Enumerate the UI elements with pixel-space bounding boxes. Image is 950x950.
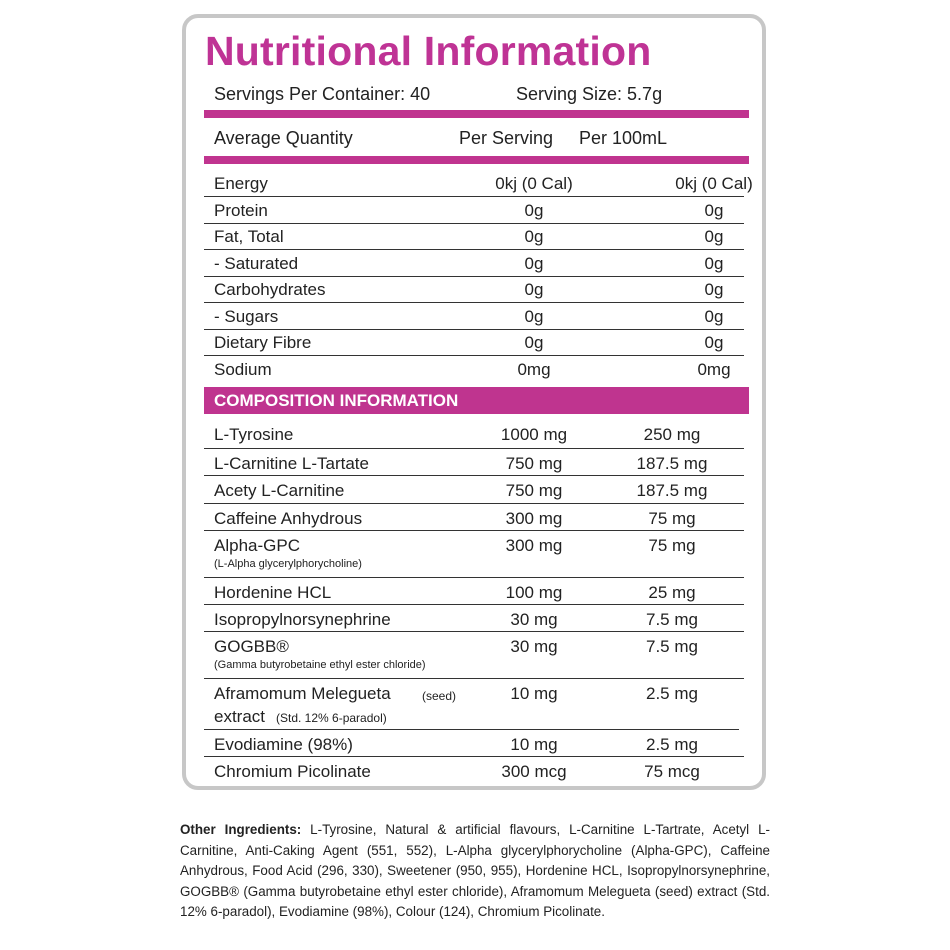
ingredient-name-suffix: (seed) — [422, 689, 457, 703]
other-ingredients-text: L-Tyrosine, Natural & artificial flavours, L-Carnitine L-Tartrate, Acetyl L-Carnitine, Anti-Caking Agent (551, 552), L-Alpha glycerylphorycholine (Alpha-GPC), Caffeine Anhydrous, Food Acid (296, 330), Sweetener (950, 955), Hordenine HCL, Isopropylnorsynephrine, GOGBB® (Gamma butyrobetaine ethyl ester chloride), Aframomum Melegueta (seed) extract (Std. 12% 6-paradol), Evodiamine (98%), Colour (124), Chromium Picolinate. — [180, 822, 770, 920]
ingredient-name: Evodiamine (98%) — [214, 735, 353, 754]
ingredient-name: Chromium Picolinate — [214, 762, 371, 781]
ingredient-name: Alpha-GPC — [214, 536, 300, 555]
nutrition-row — [204, 303, 744, 330]
per-serving-value: 0g — [524, 333, 544, 352]
header-per-serving: Per Serving — [459, 128, 554, 148]
per-serving-value: 0g — [524, 201, 544, 220]
per-serving-value: 0g — [524, 280, 544, 299]
composition-header: COMPOSITION INFORMATION — [204, 387, 749, 414]
ingredient-subtitle: (L-Alpha glycerylphorycholine) — [214, 558, 362, 570]
nutrition-row — [204, 197, 744, 224]
ingredient-name: L-Carnitine L-Tartate — [214, 454, 369, 473]
nutrient-name: Energy — [214, 174, 268, 193]
composition-row — [204, 476, 744, 504]
composition-row — [204, 504, 744, 531]
header-average-quantity: Average Quantity — [214, 128, 353, 148]
nutrition-row — [204, 223, 744, 250]
per-serving-value: 0mg — [517, 360, 551, 379]
per-100ml-value: 0g — [704, 307, 724, 326]
composition-row — [204, 605, 744, 632]
ingredient-name: Acety L-Carnitine — [214, 481, 345, 500]
per-100ml-value: 0g — [704, 280, 724, 299]
per-100ml-value: 7.5 mg — [646, 610, 698, 629]
per-serving-value: 750 mg — [505, 481, 563, 500]
per-serving-value: 100 mg — [505, 583, 563, 602]
per-serving-value: 300 mcg — [501, 762, 567, 781]
header-divider-top — [204, 110, 749, 118]
ingredient-name: Isopropylnorsynephrine — [214, 610, 391, 629]
header-divider-bottom — [204, 156, 749, 164]
serving-size: Serving Size: 5.7g — [516, 84, 663, 104]
per-100ml-value: 75 mcg — [644, 762, 700, 781]
per-100ml-value: 0g — [704, 254, 724, 273]
per-serving-value: 1000 mg — [500, 425, 568, 444]
servings-per-container: Servings Per Container: 40 — [214, 84, 431, 104]
header-per-100ml: Per 100mL — [579, 128, 668, 148]
nutrient-name: Protein — [214, 201, 268, 220]
ingredient-subtitle: (Gamma butyrobetaine ethyl ester chloride) — [214, 659, 426, 671]
nutrient-name: - Saturated — [214, 254, 299, 273]
ingredient-standardization: (Std. 12% 6-paradol) — [276, 711, 387, 725]
per-100ml-value: 187.5 mg — [636, 481, 708, 500]
per-100ml-value: 0g — [704, 201, 724, 220]
composition-row — [204, 632, 744, 679]
nutrient-name: Sodium — [214, 360, 272, 379]
ingredient-name: Hordenine HCL — [214, 583, 332, 602]
composition-row — [204, 730, 744, 757]
nutrition-row — [204, 276, 744, 303]
per-serving-value: 300 mg — [505, 536, 563, 555]
composition-row — [204, 449, 744, 476]
ingredient-name: Aframomum Melegueta — [214, 684, 391, 703]
composition-row — [204, 420, 744, 449]
per-100ml-value: 0kj (0 Cal) — [675, 174, 753, 193]
page-title: Nutritional Information — [205, 28, 652, 74]
nutrition-row — [204, 250, 744, 277]
per-100ml-value: 75 mg — [648, 536, 696, 555]
nutrition-row — [204, 170, 753, 197]
per-serving-value: 300 mg — [505, 509, 563, 528]
ingredient-name: L-Tyrosine — [214, 425, 294, 444]
nutrition-row — [204, 329, 744, 356]
per-100ml-value: 7.5 mg — [646, 637, 698, 656]
per-serving-value: 0g — [524, 254, 544, 273]
per-100ml-value: 25 mg — [648, 583, 696, 602]
per-100ml-value: 0g — [704, 333, 724, 352]
other-ingredients-label: Other Ingredients: — [180, 822, 302, 837]
nutrition-row — [204, 356, 744, 382]
per-serving-value: 0g — [524, 227, 544, 246]
ingredient-name: Caffeine Anhydrous — [214, 509, 363, 528]
nutrient-name: Fat, Total — [214, 227, 284, 246]
per-serving-value: 750 mg — [505, 454, 563, 473]
per-serving-value: 0kj (0 Cal) — [495, 174, 573, 193]
per-100ml-value: 0g — [704, 227, 724, 246]
per-serving-value: 30 mg — [510, 610, 558, 629]
composition-row — [204, 578, 744, 605]
per-100ml-value: 187.5 mg — [636, 454, 708, 473]
per-serving-value: 10 mg — [510, 684, 558, 703]
composition-row — [204, 757, 744, 785]
composition-row — [204, 531, 744, 578]
nutrient-name: Dietary Fibre — [214, 333, 312, 352]
per-100ml-value: 2.5 mg — [646, 735, 698, 754]
other-ingredients — [180, 820, 770, 923]
nutrient-name: - Sugars — [214, 307, 279, 326]
per-serving-value: 10 mg — [510, 735, 558, 754]
per-100ml-value: 250 mg — [643, 425, 701, 444]
per-serving-value: 30 mg — [510, 637, 558, 656]
per-100ml-value: 2.5 mg — [646, 684, 698, 703]
per-100ml-value: 75 mg — [648, 509, 696, 528]
composition-row — [204, 679, 739, 730]
nutrient-name: Carbohydrates — [214, 280, 326, 299]
ingredient-name: GOGBB® — [214, 637, 289, 656]
ingredient-name-line2: extract — [214, 707, 266, 726]
per-100ml-value: 0mg — [697, 360, 731, 379]
per-serving-value: 0g — [524, 307, 544, 326]
